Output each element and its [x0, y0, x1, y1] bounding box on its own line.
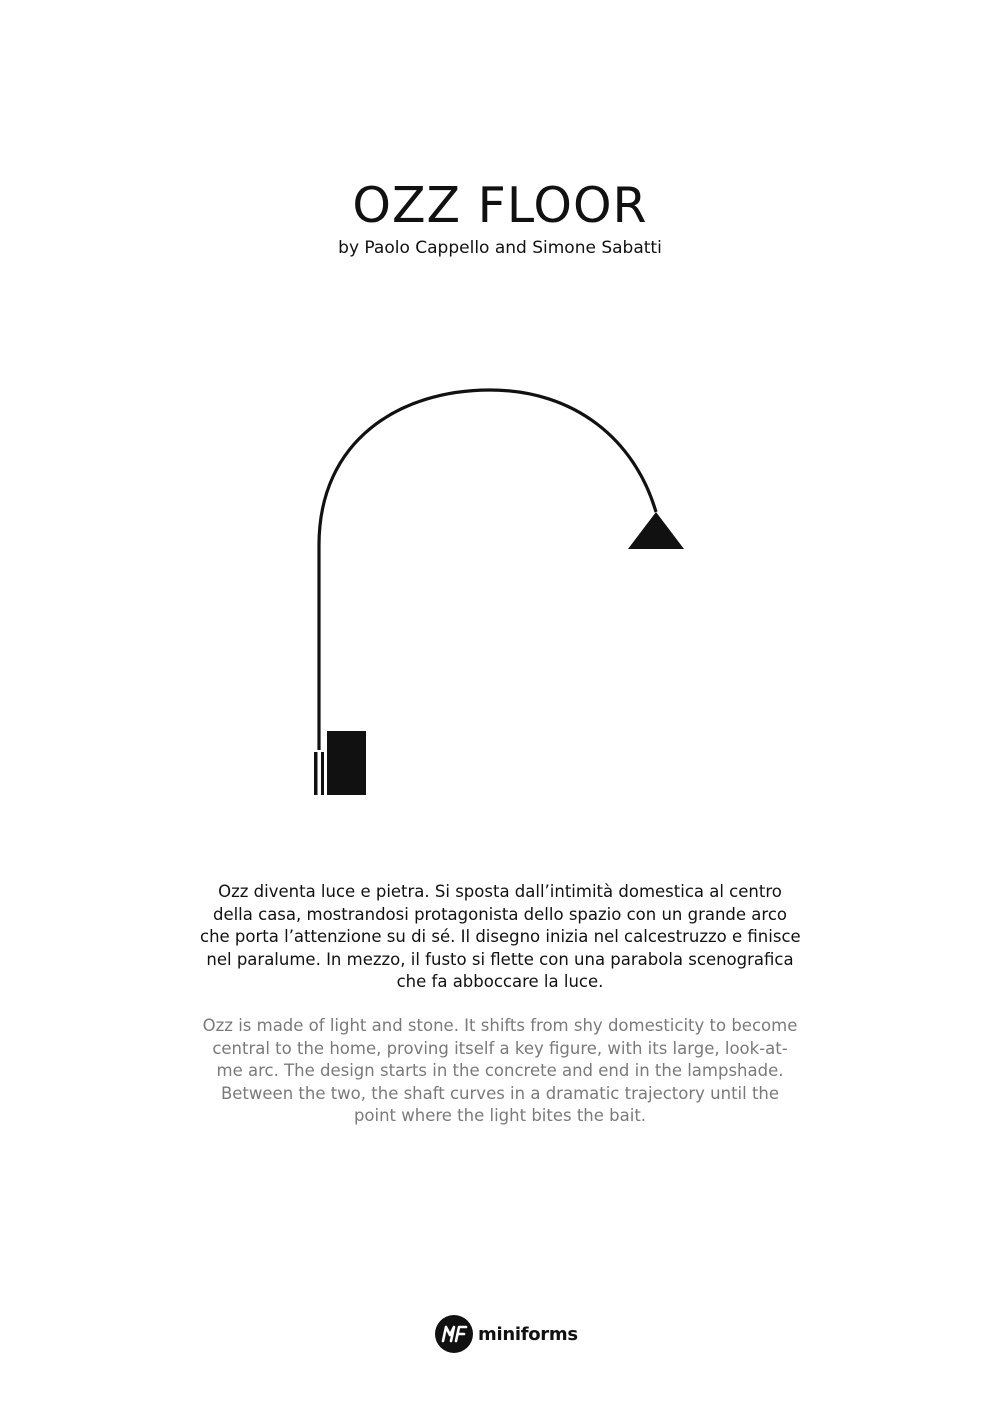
description-it-line: Ozz diventa luce e pietra. Si sposta dall’intimità domestica al centro — [218, 882, 782, 901]
lamp-base-gap — [318, 752, 322, 795]
description-en-line: Between the two, the shaft curves in a dramatic trajectory until the — [220, 1083, 780, 1103]
brand-logo — [435, 1314, 578, 1354]
description-en-line: point where the light bites the bait. — [353, 1106, 647, 1125]
brand-name: miniforms — [478, 1323, 578, 1345]
lamp-arc-stem — [319, 390, 656, 750]
description-english — [200, 1015, 800, 1128]
description-it-line: nel paralume. In mezzo, il fusto si flette con una parabola scenografica — [206, 949, 794, 969]
description-en-line: central to the home, proving itself a key figure, with its large, look-at- — [212, 1038, 788, 1058]
lamp-base-block — [327, 731, 366, 795]
description-en-line: me arc. The design starts in the concrete and end in the lampshade. — [216, 1061, 784, 1080]
product-title: OZZ FLOOR — [352, 177, 648, 234]
designers-subtitle: by Paolo Cappello and Simone Sabatti — [338, 238, 662, 258]
description-en-line: Ozz is made of light and stone. It shifts from shy domesticity to become — [202, 1016, 798, 1035]
miniforms-logo-icon — [435, 1315, 473, 1353]
description-it-line: che fa abboccare la luce. — [396, 972, 604, 991]
description-it-line: della casa, mostrandosi protagonista dello spazio con un grande arco — [212, 904, 788, 924]
description-it-line: che porta l’attenzione su di sé. Il disegno inizia nel calcestruzzo e finisce — [200, 927, 801, 946]
description-italian — [200, 881, 800, 994]
lamp-shade — [628, 512, 684, 549]
